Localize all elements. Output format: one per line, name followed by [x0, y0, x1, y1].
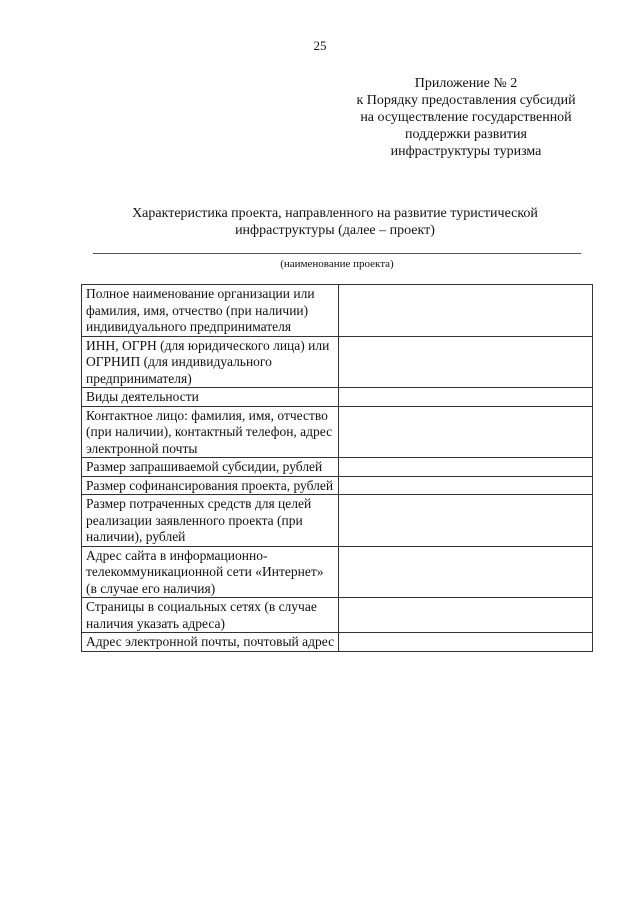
appendix-header — [336, 75, 596, 160]
appendix-line: инфраструктуры туризма — [390, 144, 542, 159]
table-row — [82, 406, 593, 458]
row-label: Размер потраченных средств для целей реализации заявленного проекта (при наличии), рублей — [82, 495, 339, 547]
table-row — [82, 598, 593, 633]
row-label: Страницы в социальных сетях (в случае наличия указать адреса) — [82, 598, 339, 633]
appendix-line: Приложение № 2 — [414, 76, 518, 91]
row-label: Адрес электронной почты, почтовый адрес — [82, 633, 339, 652]
row-value-cell[interactable] — [339, 546, 593, 598]
document-title-line: инфраструктуры (далее – проект) — [235, 223, 435, 238]
table-row — [82, 546, 593, 598]
row-value-cell[interactable] — [339, 495, 593, 547]
document-title — [80, 205, 590, 239]
row-label: Виды деятельности — [82, 388, 339, 407]
table-row — [82, 285, 593, 337]
table-row — [82, 476, 593, 495]
appendix-line: к Порядку предоставления субсидий — [356, 93, 576, 108]
row-label: Адрес сайта в информационно-телекоммуникационной сети «Интернет» (в случае его наличия) — [82, 546, 339, 598]
row-value-cell[interactable] — [339, 285, 593, 337]
page-number: 25 — [313, 38, 327, 53]
row-label: Размер запрашиваемой субсидии, рублей — [82, 458, 339, 477]
project-name-field[interactable] — [93, 253, 581, 254]
row-value-cell[interactable] — [339, 476, 593, 495]
project-name-caption: (наименование проекта) — [280, 258, 394, 270]
row-label: Размер софинансирования проекта, рублей — [82, 476, 339, 495]
table-row — [82, 458, 593, 477]
document-title-line: Характеристика проекта, направленного на развитие туристической — [132, 206, 538, 221]
table-row — [82, 495, 593, 547]
table-row — [82, 633, 593, 652]
table-row — [82, 336, 593, 388]
row-label: Контактное лицо: фамилия, имя, отчество (при наличии), контактный телефон, адрес электронной почты — [82, 406, 339, 458]
row-label: Полное наименование организации или фамилия, имя, отчество (при наличии) индивидуального предпринимателя — [82, 285, 339, 337]
row-value-cell[interactable] — [339, 388, 593, 407]
table-row — [82, 388, 593, 407]
row-value-cell[interactable] — [339, 458, 593, 477]
appendix-line: поддержки развития — [405, 127, 527, 142]
project-info-table — [81, 284, 593, 652]
row-value-cell[interactable] — [339, 633, 593, 652]
row-value-cell[interactable] — [339, 598, 593, 633]
row-value-cell[interactable] — [339, 336, 593, 388]
appendix-line: на осуществление государственной — [360, 110, 572, 125]
row-value-cell[interactable] — [339, 406, 593, 458]
row-label: ИНН, ОГРН (для юридического лица) или ОГРНИП (для индивидуального предпринимателя) — [82, 336, 339, 388]
